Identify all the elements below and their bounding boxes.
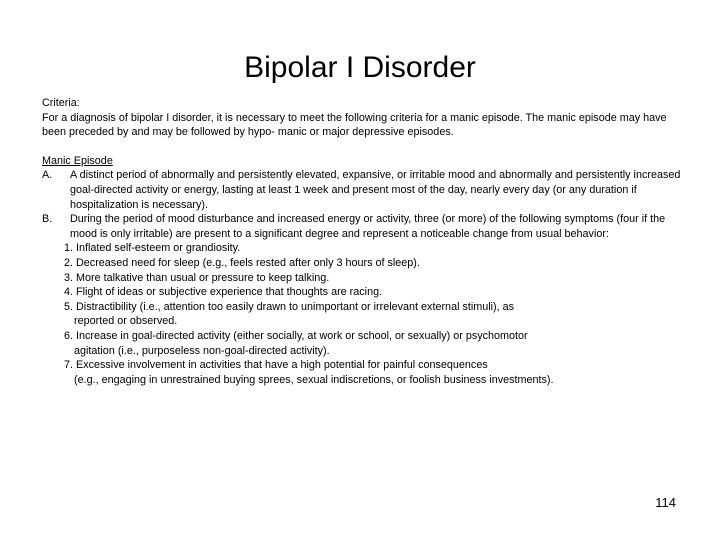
symptom-item bbox=[64, 285, 688, 300]
symptom-text: 1. Inflated self-esteem or grandiosity. bbox=[64, 242, 241, 255]
symptom-continuation: agitation (i.e., purposeless non-goal-directed activity). bbox=[74, 344, 330, 357]
symptom-item bbox=[64, 329, 688, 358]
symptom-text: 6. Increase in goal-directed activity (either socially, at work or school, or sexually) or psychomotor bbox=[64, 329, 528, 342]
criterion-text: A distinct period of abnormally and persistently elevated, expansive, or irritable mood and abnormally and persistently increased goal-directed activity or energy, lasting at least 1 week and present most of the day, nearly every day (or any duration if hospitalization is necessary). bbox=[70, 169, 681, 211]
criterion-letter: B. bbox=[42, 213, 53, 226]
symptom-continuation: reported or observed. bbox=[74, 315, 178, 328]
symptom-list bbox=[42, 241, 688, 387]
symptom-text: 7. Excessive involvement in activities that have a high potential for painful consequences bbox=[64, 359, 488, 372]
criterion-text: During the period of mood disturbance and increased energy or activity, three (or more) of the following symptoms (four if the mood is only irritable) are present to a significant degree and represent a noticeable change from usual behavior: bbox=[70, 213, 666, 240]
symptom-text: 5. Distractibility (i.e., attention too easily drawn to unimportant or irrelevant external stimuli), as bbox=[64, 300, 515, 313]
symptom-item bbox=[64, 256, 688, 271]
symptom-text: 3. More talkative than usual or pressure to keep talking. bbox=[64, 271, 330, 284]
symptom-item bbox=[64, 358, 688, 387]
symptom-item bbox=[64, 300, 688, 329]
criterion-b bbox=[42, 212, 688, 241]
criterion-a bbox=[42, 168, 688, 212]
slide-body bbox=[42, 96, 688, 387]
manic-episode-heading: Manic Episode bbox=[42, 154, 113, 167]
symptom-item bbox=[64, 271, 688, 286]
criteria-label: Criteria: bbox=[42, 97, 80, 109]
symptom-text: 2. Decreased need for sleep (e.g., feels rested after only 3 hours of sleep). bbox=[64, 256, 420, 269]
symptom-text: 4. Flight of ideas or subjective experience that thoughts are racing. bbox=[64, 286, 383, 299]
slide-title: Bipolar I Disorder bbox=[244, 51, 476, 84]
page-number: 114 bbox=[655, 495, 676, 510]
criterion-letter: A. bbox=[42, 169, 53, 182]
symptom-continuation: (e.g., engaging in unrestrained buying sprees, sexual indiscretions, or foolish business investments). bbox=[74, 373, 554, 386]
intro-paragraph: For a diagnosis of bipolar I disorder, it is necessary to meet the following criteria for a manic episode. The manic episode may have been preceded by and may be followed by hypo- manic or major depressive episodes. bbox=[42, 111, 667, 139]
symptom-item bbox=[64, 241, 688, 256]
